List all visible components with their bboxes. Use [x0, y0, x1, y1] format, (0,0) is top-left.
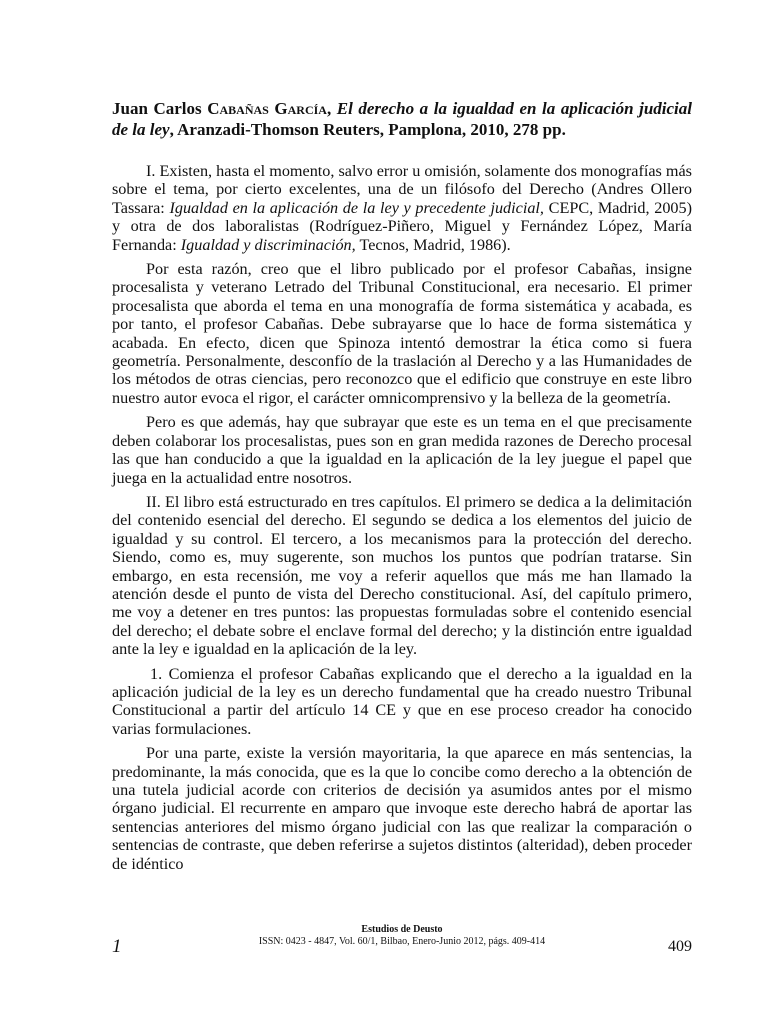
footer-left-mark: 1: [112, 936, 122, 957]
journal-name: Estudios de Deusto: [361, 924, 443, 935]
paragraph-4: II. El libro está estructurado en tres capítulos. El primero se dedica a la delimitación del contenido esencial del derecho. El segundo se dedica a los elementos del juicio de igualdad y su control. El tercero, a los mecanismos para la protección del derecho. Siendo, como es, muy sugerente, son muchos los puntos que podrían tratarse. Sin embargo, en esta recensión, me voy a referir aquellos que más me han llamado la atención desde el punto de vista del Derecho constitucional. Así, del capítulo primero, me voy a detener en tres puntos: las propuestas formuladas sobre el contenido esencial del derecho; el debate sobre el enclave formal del derecho; y la distinción entre igualdad ante la ley e igualdad en la aplicación de la ley.: [112, 492, 692, 659]
paragraph-1: [112, 162, 692, 254]
footer-journal-info: [192, 924, 612, 948]
paragraph-3: Pero es que además, hay que subrayar que este es un tema en el que precisamente deben colaborar los procesalistas, pues son en gran medida razones de Derecho procesal las que han conducido a que la igualdad en la aplicación de la ley juegue el papel que juega en la actualidad entre nosotros.: [112, 413, 692, 487]
paragraph-1-text-e: Tecnos, Madrid, 1986).: [355, 235, 511, 254]
author-first-name: Juan Carlos: [112, 99, 208, 118]
cited-title-2: Igualdad y discriminación,: [180, 235, 356, 254]
paragraph-1-text-a: I. Existen, hasta el momento, salvo error u omisión, solamente dos monografías más sobre el tema, por cierto excelentes, una de un filósofo del Derecho (Andres Ollero Tassara:: [112, 162, 692, 217]
review-heading: [112, 98, 692, 140]
cited-title-1: Igualdad en la aplicación de la ley y precedente judicial,: [169, 198, 544, 217]
page-number: 409: [668, 938, 692, 955]
paragraph-6: Por una parte, existe la versión mayoritaria, la que aparece en más sentencias, la predominante, la más conocida, que es la que lo concibe como derecho a la obtención de una tutela judicial acorde con criterios de decisión ya asumidos antes por el mismo órgano judicial. El recurrente en amparo que invoque este derecho habrá de aportar las sentencias anteriores del mismo órgano judicial con las que realizar la comparación o sentencias de contraste, que deben referirse a sujetos distintos (alteridad), deben proceder de idéntico: [112, 744, 692, 873]
issn-line: ISSN: 0423 - 4847, Vol. 60/1, Bilbao, Enero-Junio 2012, págs. 409-414: [258, 936, 546, 947]
book-title: El derecho a la igualdad en la aplicación judicial de la ley: [112, 99, 692, 139]
author-surname: Cabañas García: [207, 99, 327, 118]
review-body: [112, 162, 692, 879]
paragraph-1-text-c: CEPC, Madrid, 2005) y otra de dos laboralistas (Rodríguez-Piñero, Miguel y Fernández López, María Fernanda:: [112, 198, 692, 254]
heading-separator: ,: [326, 99, 337, 118]
publisher-info: , Aranzadi-Thomson Reuters, Pamplona, 2010, 278 pp.: [169, 120, 566, 139]
paragraph-5: 1. Comienza el profesor Cabañas explicando que el derecho a la igualdad en la aplicación judicial de la ley es un derecho fundamental que ha creado nuestro Tribunal Constitucional a partir del artículo 14 CE y que en ese proceso creador ha conocido varias formulaciones.: [112, 664, 692, 738]
paragraph-2: Por esta razón, creo que el libro publicado por el profesor Cabañas, insigne procesalista y veterano Letrado del Tribunal Constitucional, era necesario. El primer procesalista que aborda el tema en una monografía de forma sistemática y acabada, es por tanto, el profesor Cabañas. Debe subrayarse que lo hace de forma sistemática y acabada. En efecto, dicen que Spinoza intentó demostrar la ética como si fuera geometría. Personalmente, desconfío de la traslación al Derecho y a las Humanidades de los métodos de otras ciencias, pero reconozco que el edificio que construye en este libro nuestro autor evoca el rigor, el carácter omnicomprensivo y la belleza de la geometría.: [112, 260, 692, 407]
